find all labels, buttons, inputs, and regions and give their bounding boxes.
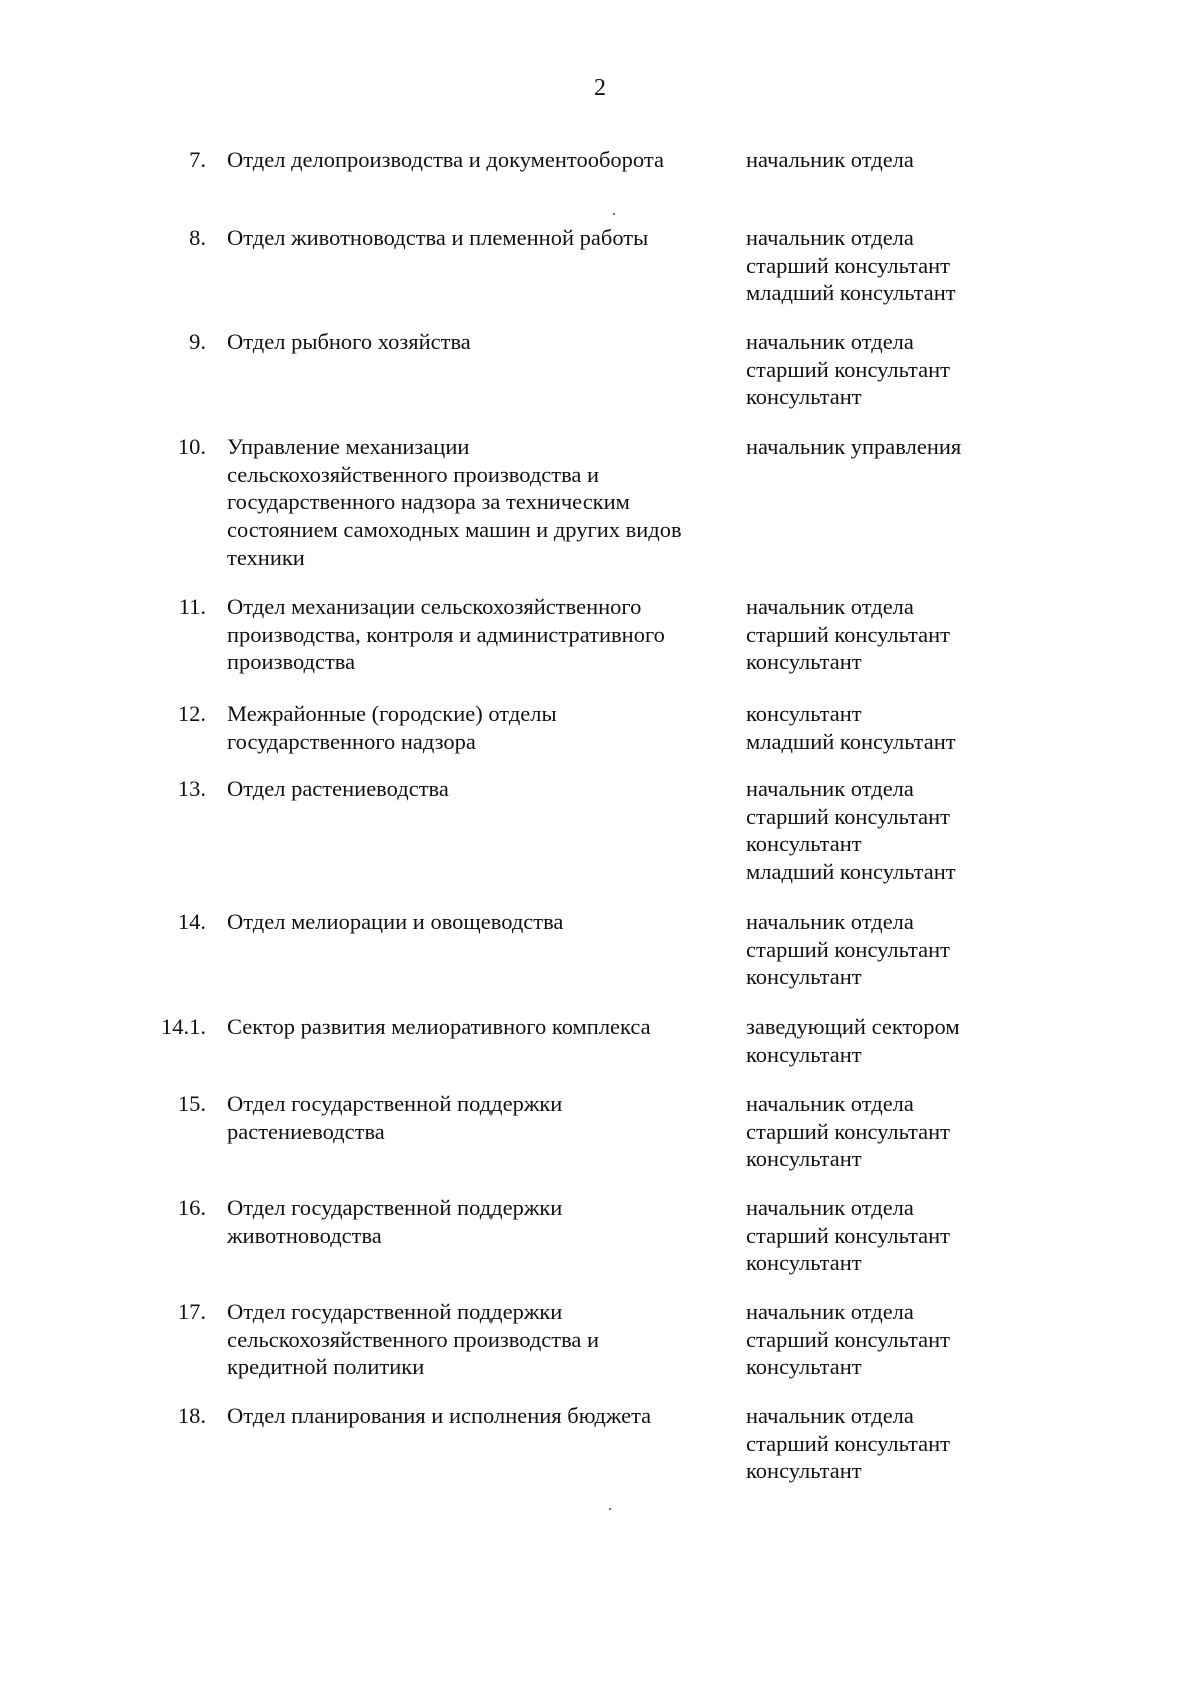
unit-name xyxy=(227,1090,737,1145)
row-number: 16. xyxy=(177,1195,206,1220)
position-title: начальник отдела xyxy=(746,329,914,354)
position-title: старший консультант xyxy=(746,356,950,382)
position-title: старший консультант xyxy=(746,252,950,278)
unit-name-line: сельскохозяйственного производства и xyxy=(227,461,600,487)
position-title: консультант xyxy=(746,1041,862,1067)
unit-name-line: Отдел рыбного хозяйства xyxy=(227,329,471,354)
unit-name-line: кредитной политики xyxy=(227,1354,425,1380)
scan-speck xyxy=(613,213,615,215)
unit-name xyxy=(227,146,737,174)
unit-name-line: Управление механизации xyxy=(227,434,470,459)
position-title: начальник отдела xyxy=(746,1299,914,1324)
position-title: консультант xyxy=(746,701,862,726)
position-list xyxy=(746,1090,1166,1173)
unit-name xyxy=(227,775,737,803)
unit-name xyxy=(227,700,737,755)
unit-name-line: Отдел животноводства и племенной работы xyxy=(227,225,649,250)
unit-name-line: растениеводства xyxy=(227,1118,385,1144)
unit-name-line: сельскохозяйственного производства и xyxy=(227,1326,600,1352)
position-title: консультант xyxy=(746,649,862,675)
position-title: старший консультант xyxy=(746,936,950,962)
unit-name-line: государственного надзора за техническим xyxy=(227,489,630,515)
position-title: начальник отдела xyxy=(746,909,914,934)
position-title: консультант xyxy=(746,1354,862,1380)
position-title: старший консультант xyxy=(746,1118,950,1144)
position-title: младший консультант xyxy=(746,859,956,885)
unit-name-line: Отдел государственной поддержки xyxy=(227,1299,563,1324)
unit-name-line: Отдел планирования и исполнения бюджета xyxy=(227,1403,652,1428)
row-number: 9. xyxy=(189,329,206,354)
row-number: 11. xyxy=(178,594,206,619)
position-list xyxy=(746,1298,1166,1381)
unit-name xyxy=(227,1402,737,1430)
position-title: начальник отдела xyxy=(746,147,914,172)
position-list xyxy=(746,328,1166,411)
unit-name-line: Межрайонные (городские) отделы xyxy=(227,701,557,726)
position-title: старший консультант xyxy=(746,621,950,647)
position-list xyxy=(746,224,1166,307)
row-number: 13. xyxy=(177,776,206,801)
unit-name-line: Отдел государственной поддержки xyxy=(227,1091,563,1116)
row-number: 10. xyxy=(177,434,206,459)
row-number: 12. xyxy=(177,701,206,726)
position-title: консультант xyxy=(746,964,862,990)
position-title: старший консультант xyxy=(746,1326,950,1352)
unit-name-line: производства xyxy=(227,649,356,675)
position-title: консультант xyxy=(746,1458,862,1484)
unit-name xyxy=(227,593,737,676)
position-title: заведующий сектором xyxy=(746,1014,960,1039)
row-number: 18. xyxy=(177,1403,206,1428)
unit-name xyxy=(227,328,737,356)
unit-name-line: Отдел мелиорации и овощеводства xyxy=(227,909,564,934)
position-list xyxy=(746,775,1166,886)
position-title: начальник отдела xyxy=(746,1091,914,1116)
unit-name-line: Отдел делопроизводства и документооборота xyxy=(227,147,664,172)
unit-name-line: производства, контроля и административного xyxy=(227,621,665,647)
position-title: консультант xyxy=(746,1250,862,1276)
unit-name-line: животноводства xyxy=(227,1222,382,1248)
position-list xyxy=(746,1013,1166,1068)
position-title: старший консультант xyxy=(746,1222,950,1248)
position-title: младший консультант xyxy=(746,280,956,306)
position-title: старший консультант xyxy=(746,803,950,829)
unit-name-line: Сектор развития мелиоративного комплекса xyxy=(227,1014,651,1039)
position-title: начальник отдела xyxy=(746,225,914,250)
unit-name xyxy=(227,908,737,936)
unit-name-line: техники xyxy=(227,544,305,570)
unit-name xyxy=(227,433,737,572)
position-list xyxy=(746,146,1166,174)
unit-name xyxy=(227,1013,737,1041)
position-title: старший консультант xyxy=(746,1430,950,1456)
position-list xyxy=(746,700,1166,755)
position-title: начальник отдела xyxy=(746,1195,914,1220)
page-number: 2 xyxy=(594,75,606,101)
row-number: 14.1. xyxy=(161,1014,206,1039)
unit-name-line: Отдел растениеводства xyxy=(227,776,449,801)
unit-name-line: государственного надзора xyxy=(227,728,476,754)
position-title: начальник отдела xyxy=(746,776,914,801)
row-number: 7. xyxy=(189,147,206,172)
unit-name-line: состоянием самоходных машин и других видов xyxy=(227,517,682,543)
position-list xyxy=(746,1402,1166,1485)
unit-name-line: Отдел механизации сельскохозяйственного xyxy=(227,594,642,619)
row-number: 17. xyxy=(177,1299,206,1324)
row-number: 8. xyxy=(189,225,206,250)
position-title: начальник отдела xyxy=(746,1403,914,1428)
position-title: начальник управления xyxy=(746,434,962,459)
position-list xyxy=(746,593,1166,676)
position-title: консультант xyxy=(746,831,862,857)
row-number: 14. xyxy=(177,909,206,934)
scan-speck xyxy=(609,1508,611,1510)
unit-name xyxy=(227,224,737,252)
position-list xyxy=(746,433,1166,461)
position-title: младший консультант xyxy=(746,728,956,754)
unit-name-line: Отдел государственной поддержки xyxy=(227,1195,563,1220)
unit-name xyxy=(227,1298,737,1381)
position-title: консультант xyxy=(746,1146,862,1172)
position-title: консультант xyxy=(746,384,862,410)
position-list xyxy=(746,1194,1166,1277)
unit-name xyxy=(227,1194,737,1249)
position-title: начальник отдела xyxy=(746,594,914,619)
position-list xyxy=(746,908,1166,991)
row-number: 15. xyxy=(177,1091,206,1116)
